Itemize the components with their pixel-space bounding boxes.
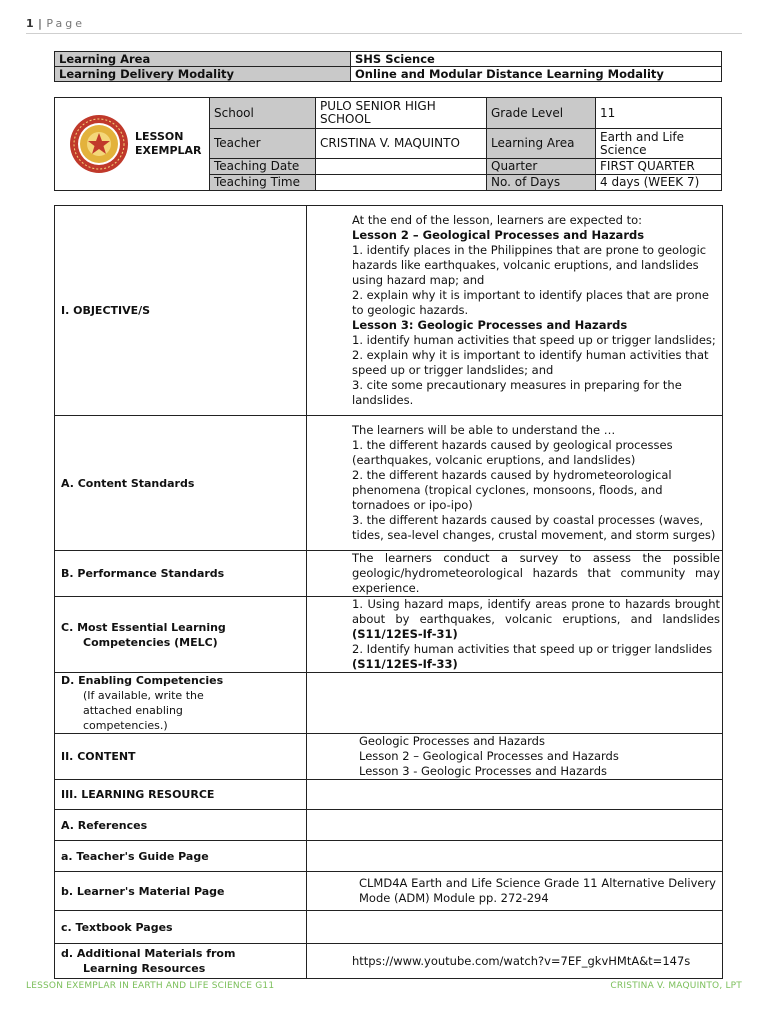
content-standards-row bbox=[55, 416, 723, 551]
references-label: A. References bbox=[55, 810, 307, 841]
enabling-value bbox=[307, 673, 723, 734]
melc-content bbox=[307, 597, 723, 673]
page-number: 1 bbox=[26, 17, 35, 30]
footer-left: LESSON EXEMPLAR IN EARTH AND LIFE SCIENCE G11 bbox=[26, 981, 275, 991]
page-separator: | bbox=[38, 17, 43, 30]
content-standards-intro: The learners will be able to understand the … bbox=[352, 423, 616, 437]
melc-label: C. Most Essential Learning Competencies (MELC) bbox=[55, 597, 307, 673]
date-value bbox=[316, 159, 487, 175]
tg-row bbox=[55, 841, 723, 872]
header-rule bbox=[26, 33, 742, 34]
content-standards-label: A. Content Standards bbox=[55, 416, 307, 551]
lesson-exemplar-title: LESSON EXEMPLAR bbox=[135, 130, 202, 157]
lesson3-item: 1. identify human activities that speed up or trigger landslides; bbox=[352, 333, 716, 347]
date-label: Teaching Date bbox=[210, 159, 316, 175]
references-row bbox=[55, 810, 723, 841]
quarter-label: Quarter bbox=[487, 159, 596, 175]
melc-item-2: 2. Identify human activities that speed up or trigger landslides (S11/12ES-If-33) bbox=[352, 642, 713, 671]
melc-item-1: 1. Using hazard maps, identify areas prone to hazards brought about by earthquakes, volcanic eruptions, and landslides (S11/12ES-If-31) bbox=[352, 597, 720, 641]
days-value: 4 days (WEEK 7) bbox=[596, 175, 722, 191]
tg-value bbox=[307, 841, 723, 872]
melc-code-2: (S11/12ES-If-33) bbox=[352, 657, 458, 671]
performance-standards-text: The learners conduct a survey to assess the possible geologic/hydrometeorological hazards that community may experience. bbox=[307, 551, 723, 597]
resources-value bbox=[307, 780, 723, 810]
objectives-intro: At the end of the lesson, learners are expected to: bbox=[352, 213, 643, 227]
area-label: Learning Area bbox=[487, 129, 596, 159]
additional-link[interactable]: https://www.youtube.com/watch?v=7EF_gkvHMtA&t=147s bbox=[307, 944, 723, 979]
melc-row bbox=[55, 597, 723, 673]
enabling-row bbox=[55, 673, 723, 734]
additional-row bbox=[55, 944, 723, 979]
lesson3-item: 3. cite some precautionary measures in preparing for the landslides. bbox=[352, 378, 682, 407]
time-label: Teaching Time bbox=[210, 175, 316, 191]
content-line: Geologic Processes and Hazards bbox=[359, 734, 545, 748]
school-seal-icon bbox=[69, 114, 129, 174]
resources-label: III. LEARNING RESOURCE bbox=[55, 780, 307, 810]
school-table bbox=[54, 97, 722, 191]
content-standards-content bbox=[307, 416, 723, 551]
teacher-value: CRISTINA V. MAQUINTO bbox=[316, 129, 487, 159]
learning-area-label: Learning Area bbox=[55, 52, 351, 67]
performance-standards-label: B. Performance Standards bbox=[55, 551, 307, 597]
content-line: Lesson 3 - Geologic Processes and Hazards bbox=[359, 764, 607, 778]
content-standards-item: 2. the different hazards caused by hydrometeorological phenomena (tropical cyclones, monsoons, floods, and tornadoes or ipo-ipo) bbox=[352, 468, 672, 512]
info-table bbox=[54, 51, 722, 82]
modality-label: Learning Delivery Modality bbox=[55, 67, 351, 82]
school-label: School bbox=[210, 98, 316, 129]
lm-row bbox=[55, 872, 723, 911]
objectives-content bbox=[307, 206, 723, 416]
content-line: Lesson 2 – Geological Processes and Hazards bbox=[359, 749, 619, 763]
area-value: Earth and Life Science bbox=[596, 129, 722, 159]
lm-value: CLMD4A Earth and Life Science Grade 11 Alternative Delivery Mode (ADM) Module pp. 272-294 bbox=[307, 872, 723, 911]
page-header bbox=[26, 17, 85, 30]
quarter-value: FIRST QUARTER bbox=[596, 159, 722, 175]
lesson2-item: 2. explain why it is important to identify places that are prone to geologic hazards. bbox=[352, 288, 709, 317]
lesson3-title: Lesson 3: Geologic Processes and Hazards bbox=[352, 318, 628, 332]
resources-row bbox=[55, 780, 723, 810]
grade-label: Grade Level bbox=[487, 98, 596, 129]
logo-cell bbox=[55, 98, 210, 191]
tb-row bbox=[55, 911, 723, 944]
grade-value: 11 bbox=[596, 98, 722, 129]
school-value: PULO SENIOR HIGH SCHOOL bbox=[316, 98, 487, 129]
page-word: Page bbox=[46, 17, 86, 30]
modality-value: Online and Modular Distance Learning Modality bbox=[351, 67, 722, 82]
content-row bbox=[55, 734, 723, 780]
lesson2-item: 1. identify places in the Philippines that are prone to geologic hazards like earthquakes, volcanic eruptions, and landslides using hazard map; and bbox=[352, 243, 707, 287]
performance-standards-row bbox=[55, 551, 723, 597]
lesson2-title: Lesson 2 – Geological Processes and Hazards bbox=[352, 228, 645, 242]
lesson-table bbox=[54, 205, 723, 979]
time-value bbox=[316, 175, 487, 191]
tb-value bbox=[307, 911, 723, 944]
learning-area-value: SHS Science bbox=[351, 52, 722, 67]
lesson3-item: 2. explain why it is important to identify human activities that speed up or trigger landslides; and bbox=[352, 348, 709, 377]
content-standards-item: 1. the different hazards caused by geological processes (earthquakes, volcanic eruptions, and landslides) bbox=[352, 438, 673, 467]
content-standards-item: 3. the different hazards caused by coastal processes (waves, tides, sea-level changes, crustal movement, and storm surges) bbox=[352, 513, 716, 542]
days-label: No. of Days bbox=[487, 175, 596, 191]
objectives-row bbox=[55, 206, 723, 416]
tb-label: c. Textbook Pages bbox=[55, 911, 307, 944]
content-label: II. CONTENT bbox=[55, 734, 307, 780]
objectives-label: I. OBJECTIVE/S bbox=[55, 206, 307, 416]
teacher-label: Teacher bbox=[210, 129, 316, 159]
enabling-label: D. Enabling Competencies (If available, write the attached enabling competencies.) bbox=[55, 673, 307, 734]
tg-label: a. Teacher's Guide Page bbox=[55, 841, 307, 872]
lm-label: b. Learner's Material Page bbox=[55, 872, 307, 911]
content-lines bbox=[307, 734, 723, 780]
melc-code-1: (S11/12ES-If-31) bbox=[352, 627, 458, 641]
footer-right: CRISTINA V. MAQUINTO, LPT bbox=[610, 981, 742, 991]
additional-label: d. Additional Materials from Learning Resources bbox=[55, 944, 307, 979]
references-value bbox=[307, 810, 723, 841]
